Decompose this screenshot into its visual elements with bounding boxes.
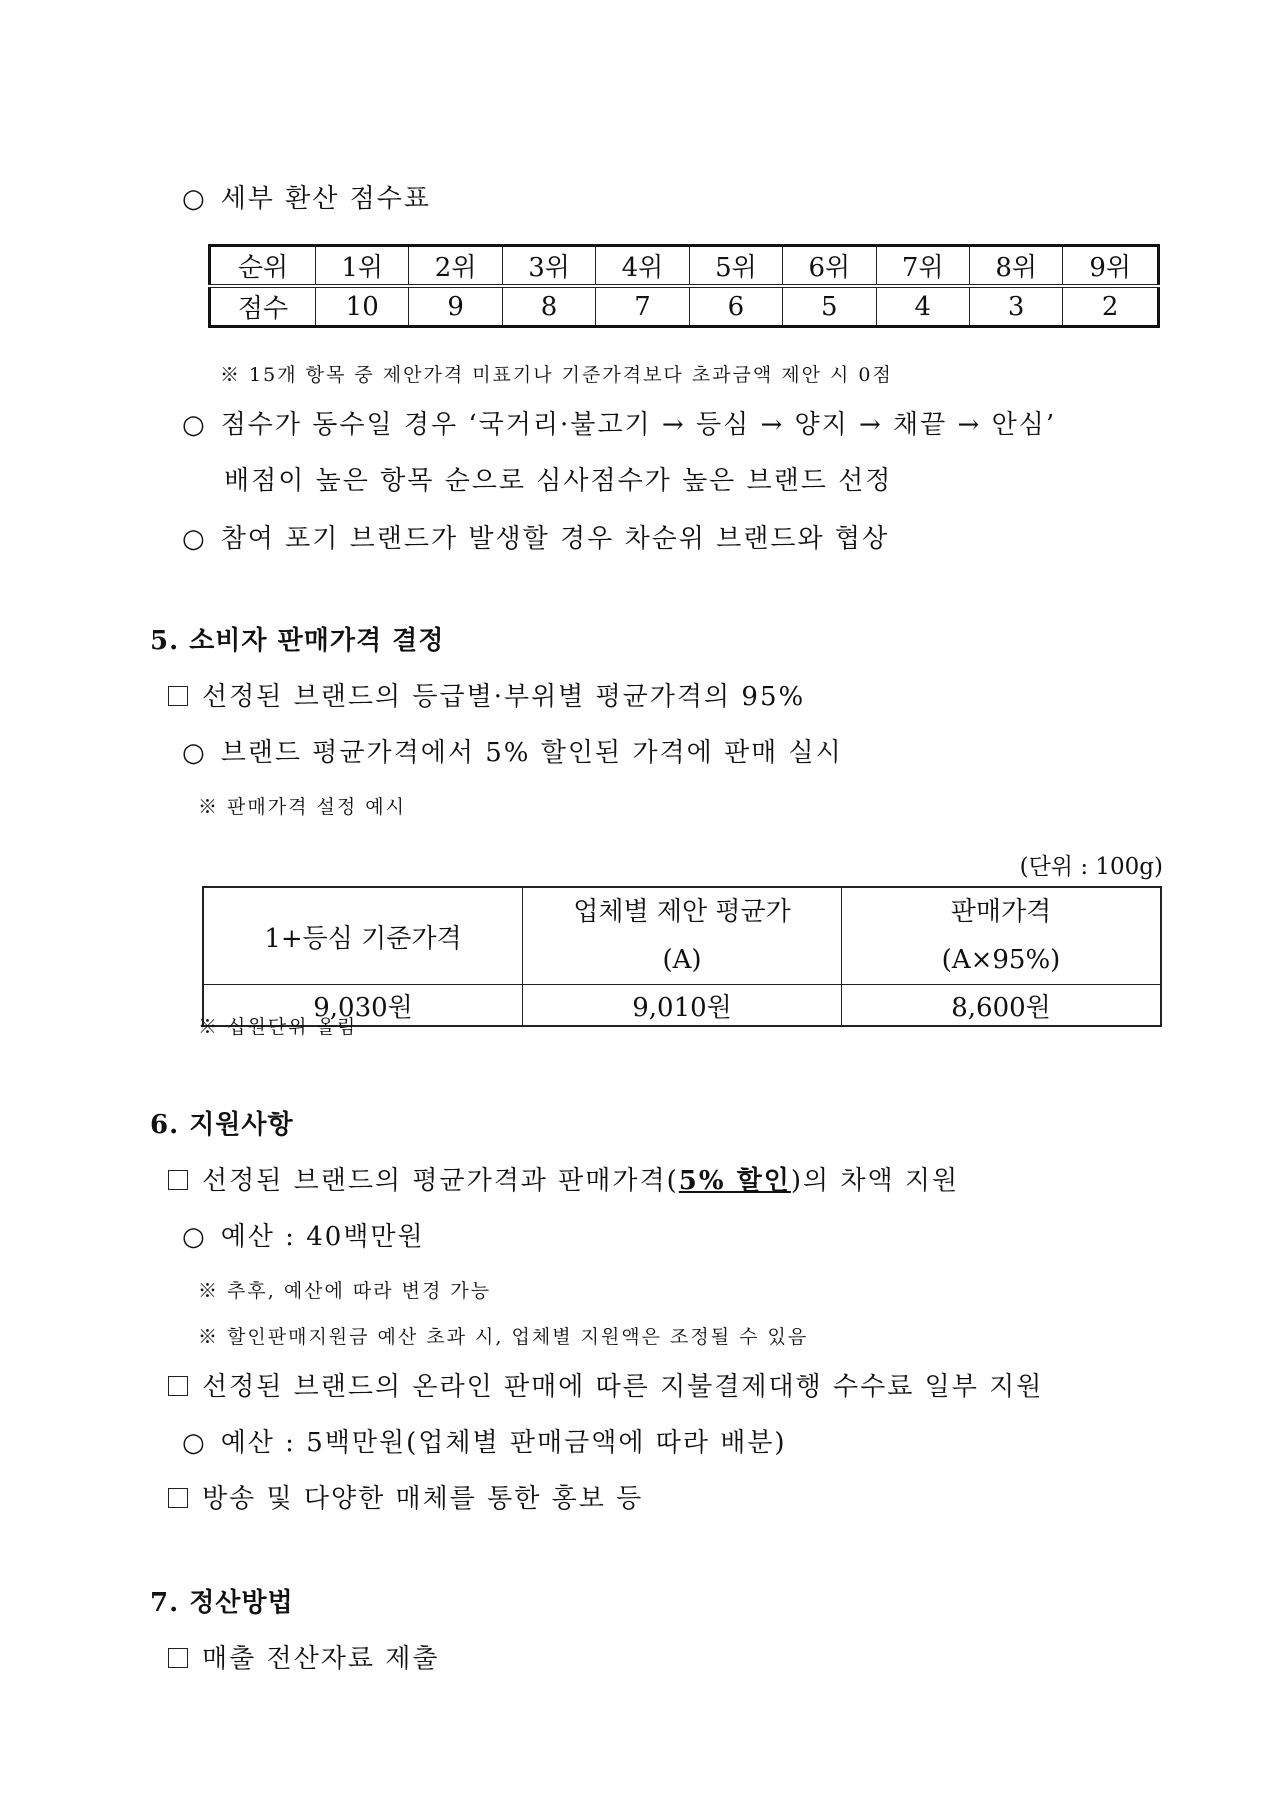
score-label: 점수 [210, 286, 316, 327]
rank-cell: 6위 [783, 246, 876, 287]
score-cell: 3 [969, 286, 1062, 327]
score-cell: 5 [783, 286, 876, 327]
tie-rule-line2: 배점이 높은 항목 순으로 심사점수가 높은 브랜드 선정 [224, 466, 893, 496]
table-cell: 9,030원 [203, 985, 523, 1027]
score-cell: 2 [1063, 286, 1159, 327]
rank-cell: 1위 [316, 246, 409, 287]
sec6-item3: 방송 및 다양한 매체를 통한 홍보 등 [168, 1478, 643, 1515]
table-row [203, 887, 1161, 985]
header-sale-price: 판매가격 (A×95%) [842, 887, 1162, 985]
score-cell: 6 [689, 286, 782, 327]
checkbox-square-icon [168, 1488, 188, 1508]
table-cell: 9,010원 [523, 985, 842, 1027]
detail-score-title: ○ 세부 환산 점수표 [182, 184, 432, 214]
table-row [210, 246, 1159, 287]
sec6-item1-budget: ○ 예산 : 40백만원 [182, 1222, 425, 1252]
circle-bullet-icon: ○ [182, 410, 207, 440]
rank-cell: 2위 [409, 246, 502, 287]
price-table [202, 886, 1162, 1027]
section-7-heading: 7. 정산방법 [150, 1588, 294, 1618]
discount-emphasis: 5% 할인 [678, 1166, 791, 1196]
score-cell: 7 [596, 286, 689, 327]
rank-cell: 4위 [596, 246, 689, 287]
sec6-item2: 선정된 브랜드의 온라인 판매에 따른 지불결제대행 수수료 일부 지원 [168, 1366, 1043, 1403]
checkbox-square-icon [168, 1648, 188, 1668]
sec5-item1: 선정된 브랜드의 등급별·부위별 평균가격의 95% [168, 676, 805, 713]
sec6-item2-budget: ○ 예산 : 5백만원(업체별 판매금액에 따라 배분) [182, 1428, 787, 1458]
table-row [210, 286, 1159, 327]
price-example-note: ※ 판매가격 설정 예시 [198, 796, 406, 818]
tie-rule-line1: ○ 점수가 동수일 경우 ‘국거리·불고기 → 등심 → 양지 → 채끝 → 안심’ [182, 410, 1057, 440]
rank-cell: 7위 [876, 246, 969, 287]
checkbox-square-icon [168, 1376, 188, 1396]
circle-bullet-icon: ○ [182, 524, 207, 554]
budget-change-note: ※ 추후, 예산에 따라 변경 가능 [198, 1280, 492, 1302]
rank-cell: 9위 [1063, 246, 1159, 287]
header-base-price: 1+등심 기준가격 [203, 887, 523, 985]
rank-cell: 5위 [689, 246, 782, 287]
rounding-note: ※ 십원단위 올림 [198, 1016, 358, 1038]
rank-cell: 8위 [969, 246, 1062, 287]
table-cell: 8,600원 [842, 985, 1162, 1027]
giveup-rule: ○ 참여 포기 브랜드가 발생할 경우 차순위 브랜드와 협상 [182, 524, 890, 554]
zero-score-note: ※ 15개 항목 중 제안가격 미표기나 기준가격보다 초과금액 제안 시 0점 [220, 364, 893, 386]
sec5-item1-sub: ○ 브랜드 평균가격에서 5% 할인된 가격에 판매 실시 [182, 738, 843, 768]
score-table [208, 244, 1160, 328]
checkbox-square-icon [168, 1170, 188, 1190]
section-6-heading: 6. 지원사항 [150, 1110, 294, 1140]
sec6-item1: 선정된 브랜드의 평균가격과 판매가격(5% 할인)의 차액 지원 [168, 1160, 959, 1197]
rank-label: 순위 [210, 246, 316, 287]
checkbox-square-icon [168, 686, 188, 706]
sec7-item1: 매출 전산자료 제출 [168, 1638, 439, 1675]
score-cell: 9 [409, 286, 502, 327]
header-proposed-avg: 업체별 제안 평균가 (A) [523, 887, 842, 985]
rank-cell: 3위 [502, 246, 595, 287]
budget-exceed-note: ※ 할인판매지원금 예산 초과 시, 업체별 지원액은 조정될 수 있음 [198, 1326, 809, 1348]
section-5-heading: 5. 소비자 판매가격 결정 [150, 626, 445, 656]
score-cell: 4 [876, 286, 969, 327]
score-cell: 8 [502, 286, 595, 327]
circle-bullet-icon: ○ [182, 1222, 207, 1252]
circle-bullet-icon: ○ [182, 738, 207, 768]
unit-label: (단위 : 100g) [1019, 854, 1163, 880]
circle-bullet-icon: ○ [182, 184, 207, 214]
circle-bullet-icon: ○ [182, 1428, 207, 1458]
score-cell: 10 [316, 286, 409, 327]
